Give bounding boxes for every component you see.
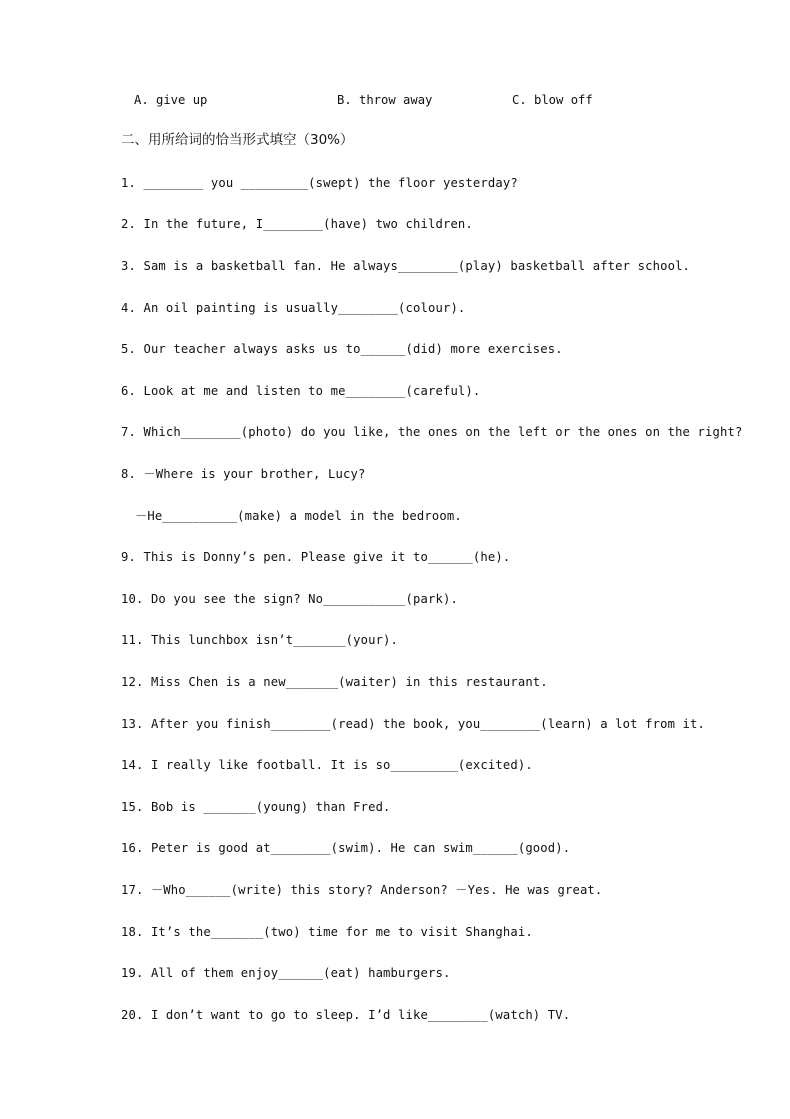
question-5: 5. Our teacher always asks us to______(did) more exercises. <box>121 342 563 356</box>
question-2: 2. In the future, I________(have) two children. <box>121 217 473 231</box>
question-16: 16. Peter is good at________(swim). He can swim______(good). <box>121 841 571 855</box>
question-12: 12. Miss Chen is a new_______(waiter) in this restaurant. <box>121 675 548 689</box>
option-a: A. give up <box>134 93 208 107</box>
question-13: 13. After you finish________(read) the book, you________(learn) a lot from it. <box>121 717 706 731</box>
question-6: 6. Look at me and listen to me________(careful). <box>121 384 481 398</box>
question-15: 15. Bob is _______(young) than Fred. <box>121 800 391 814</box>
question-17: 17. －Who______(write) this story? Anderson? －Yes. He was great. <box>121 883 603 897</box>
question-9: 9. This is Donny’s pen. Please give it to______(he). <box>121 550 511 564</box>
question-11: 11. This lunchbox isn’t_______(your). <box>121 633 399 647</box>
question-4: 4. An oil painting is usually________(colour). <box>121 301 466 315</box>
question-20: 20. I don’t want to go to sleep. I’d like________(watch) TV. <box>121 1008 571 1022</box>
question-10: 10. Do you see the sign? No___________(park). <box>121 592 458 606</box>
question-8-answer: －He__________(make) a model in the bedroom. <box>135 509 462 523</box>
question-18: 18. It’s the_______(two) time for me to visit Shanghai. <box>121 925 533 939</box>
question-14: 14. I really like football. It is so_________(excited). <box>121 758 533 772</box>
question-8: 8. －Where is your brother, Lucy? <box>121 467 366 481</box>
answer-options <box>0 92 790 108</box>
question-7: 7. Which________(photo) do you like, the ones on the left or the ones on the right? <box>121 425 743 439</box>
question-19: 19. All of them enjoy______(eat) hamburgers. <box>121 966 451 980</box>
question-1: 1. ________ you _________(swept) the floor yesterday? <box>121 176 518 190</box>
option-b: B. throw away <box>337 93 433 107</box>
section-title: 二、用所给词的恰当形式填空（30%） <box>121 132 354 148</box>
question-3: 3. Sam is a basketball fan. He always________(play) basketball after school. <box>121 259 691 273</box>
option-c: C. blow off <box>512 93 593 107</box>
